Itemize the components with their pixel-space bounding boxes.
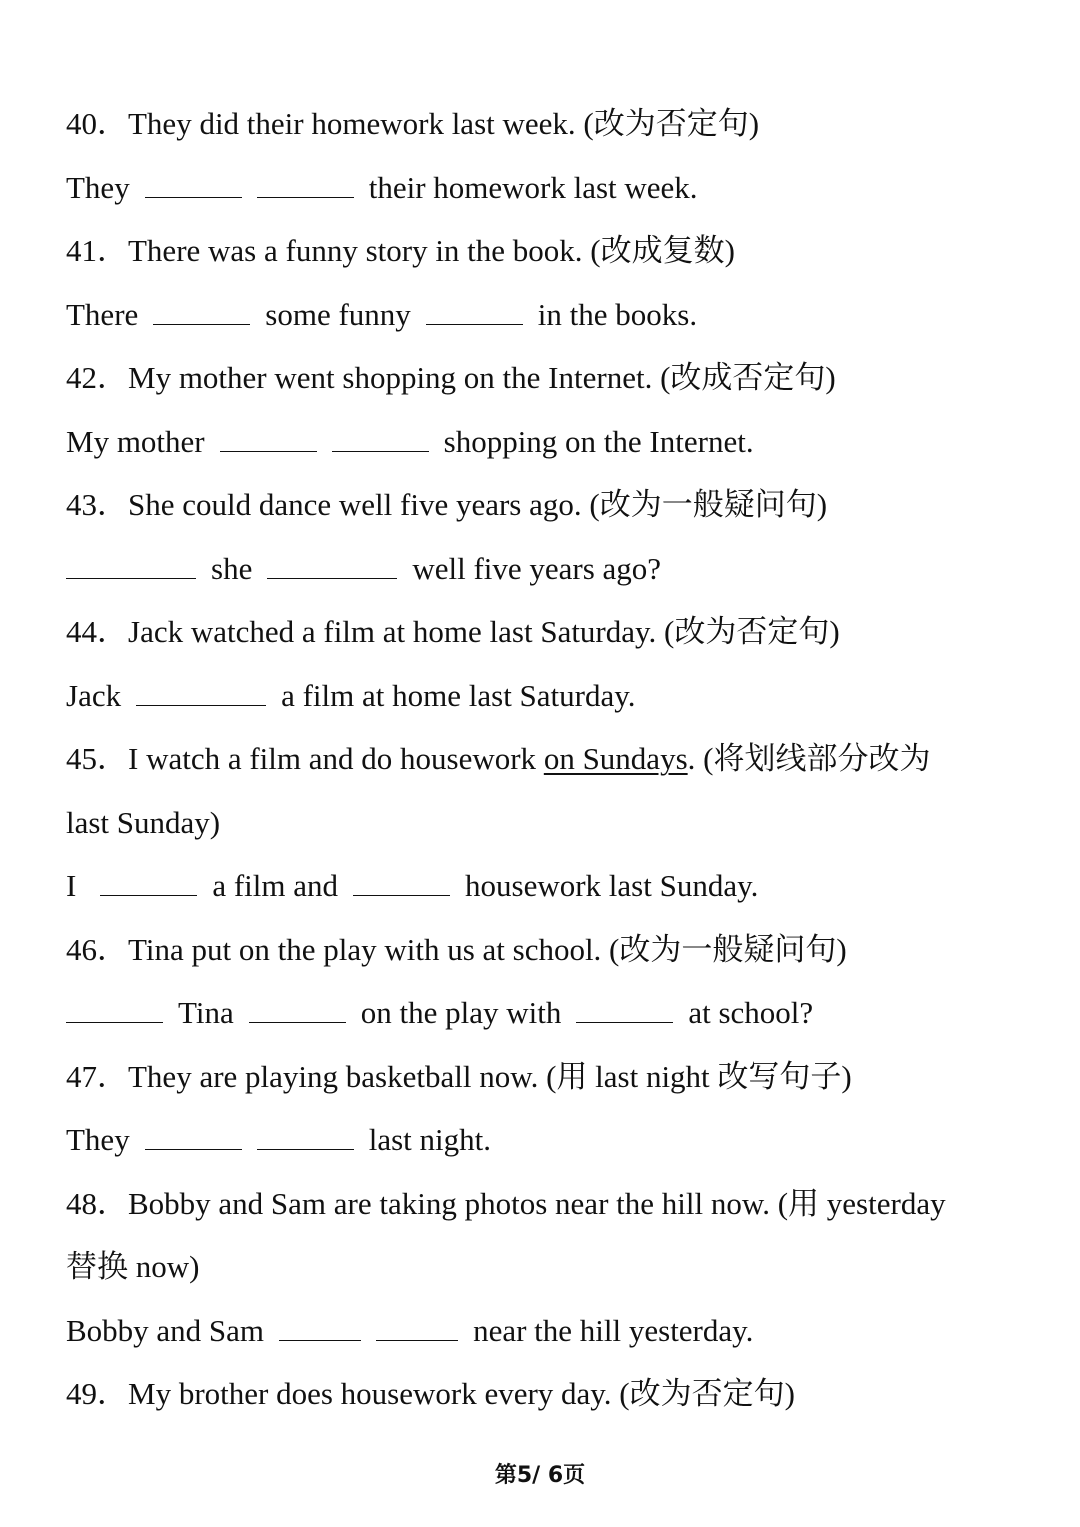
answer-text: their homework last week. [368,169,698,205]
question-44-prompt [66,600,1006,664]
answer-text: she [211,550,253,586]
question-45-text-line2: last Sunday) [66,804,221,840]
answer-blank[interactable] [279,1340,361,1341]
answer-text: housework last Sunday. [465,868,759,903]
answer-text: They [66,1122,130,1157]
question-40-prompt [66,92,1006,156]
answer-blank[interactable] [332,451,429,452]
answer-blank[interactable] [220,451,317,452]
answer-blank[interactable] [136,705,266,706]
answer-blank[interactable] [353,895,450,896]
question-45-answer [66,854,1006,918]
question-45-text-cont: . (将划线部分改为 [687,741,931,776]
answer-blank[interactable] [576,1022,673,1023]
question-45-text: 45．I watch a film and do housework [66,741,544,776]
question-45-prompt-line2 [66,791,1006,855]
question-41-text: 41．There was a funny story in the book. (改成复数) [66,233,735,268]
question-42-answer [66,410,1006,474]
question-43-text: 43．She could dance well five years ago. (改为一般疑问句) [66,487,828,522]
question-49-text: 49．My brother does housework every day. (改为否定句) [66,1376,795,1411]
question-43-answer [66,537,1006,601]
answer-blank[interactable] [145,197,242,198]
question-40-answer [66,156,1006,220]
answer-blank[interactable] [100,895,197,896]
underlined-phrase: on Sundays [543,741,688,776]
question-41-prompt [66,219,1006,283]
question-47-answer [66,1108,1006,1172]
answer-blank[interactable] [376,1340,458,1341]
question-46-text: 46．Tina put on the play with us at school. (改为一般疑问句) [66,931,847,967]
answer-blank[interactable] [257,1149,354,1150]
question-list [66,92,1006,1426]
answer-blank[interactable] [267,578,397,579]
question-47-prompt [66,1045,1006,1109]
answer-blank[interactable] [145,1149,242,1150]
answer-blank[interactable] [249,1022,346,1023]
answer-blank[interactable] [257,197,354,198]
answer-text: near the hill yesterday. [473,1312,754,1348]
answer-blank[interactable] [66,578,196,579]
answer-text: a film and [212,868,339,903]
answer-blank[interactable] [66,1022,163,1023]
question-48-prompt-line2 [66,1235,1006,1299]
question-45-prompt [66,727,1006,791]
answer-text: some funny [265,296,411,332]
question-46-answer [66,981,1006,1045]
question-47-text: 47．They are playing basketball now. (用 last night 改写句子) [66,1058,852,1094]
answer-text: a film at home last Saturday. [281,677,636,713]
answer-text: shopping on the Internet. [443,423,754,459]
answer-text: at school? [688,995,814,1030]
question-48-answer [66,1299,1006,1363]
answer-text: Jack [66,677,122,713]
question-40-text: 40．They did their homework last week. (改为否定句) [66,106,760,141]
answer-text: well five years ago? [412,550,662,586]
answer-text: My mother [66,423,205,459]
answer-text: There [66,296,139,332]
question-42-text: 42．My mother went shopping on the Internet. (改成否定句) [66,360,836,395]
answer-text: in the books. [537,296,698,332]
question-48-prompt [66,1172,1006,1236]
answer-text: on the play with [360,995,562,1030]
answer-text: last night. [368,1122,491,1157]
question-44-text: 44．Jack watched a film at home last Saturday. (改为否定句) [66,614,840,649]
question-43-prompt [66,473,1006,537]
answer-blank[interactable] [153,324,250,325]
question-41-answer [66,283,1006,347]
answer-blank[interactable] [426,324,523,325]
answer-text: I [66,868,77,903]
question-48-text: 48．Bobby and Sam are taking photos near the hill now. (用 yesterday [66,1185,946,1221]
question-42-prompt [66,346,1006,410]
answer-text: Bobby and Sam [66,1312,265,1348]
page-number: 第5/ 6页 [494,1463,586,1488]
question-48-text-line2: 替换 now) [66,1249,200,1284]
answer-text: They [66,169,130,205]
question-46-prompt [66,918,1006,982]
answer-text: Tina [178,995,234,1030]
question-44-answer [66,664,1006,728]
question-49-prompt [66,1362,1006,1426]
